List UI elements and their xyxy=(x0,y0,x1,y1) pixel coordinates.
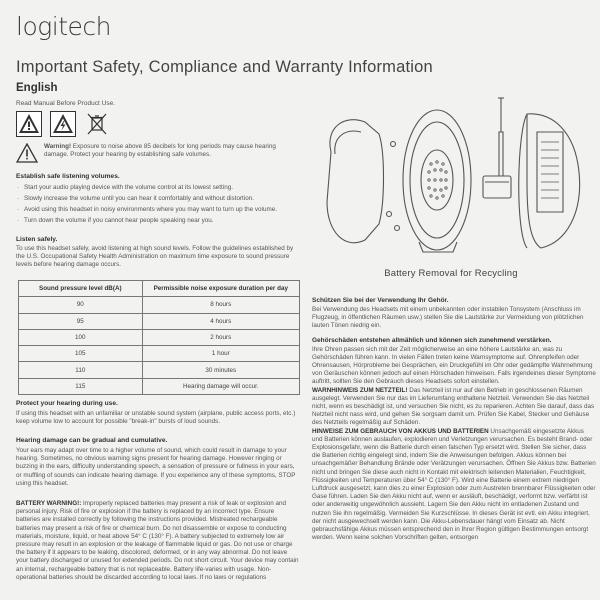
list-item: · Turn down the volume if you cannot hear people speaking near you. xyxy=(16,215,300,226)
listen-safely-text: To use this headset safely, avoid listening at high sound levels. Follow the guidelines established by the U.S. Occupational Safety Health Administration on maximum time exposure to sound pressure levels before hearing damage occurs. xyxy=(16,245,294,269)
warning-icon xyxy=(16,143,38,163)
de-gradual-text: Ihre Ohren passen sich mit der Zeit möglicherweise an eine höhere Lautstärke an, was zu Gehörschäden führen kann. In vielen Fällen treten keine Warnsymptome auf. Ohrenpfeifen oder Ohrensausen, Hörprobleme bei Gesprächen, ein Druckgefühl im Ohr oder gedämpfte Wahrnehmung von Geräuschen können jedoch auf einen Hörschaden hinweisen. Falls irgendeines dieser Symptome auftritt, sollten Sie den Gebrauch dieses Headsets sofort einstellen. xyxy=(312,345,596,386)
de-battery-text: Unsachgemäß eingesetzte Akkus und Batterien können auslaufen, explodieren und Verletzungen verursachen. Es besteht Brand- oder Explosionsgefahr, wenn die Batterie durch einen falschen Typ ersetzt wird. Stellen Sie sicher, dass die Batterien richtig eingelegt sind, indem Sie die Anweisungen befolgen. Akkus können bei unsachgemäßer Behandlung Brände oder Verätzungen verursachen. Öffnen Sie Akkus bzw. Batterien nicht und bringen Sie diese auch nicht in Kontakt mit elektrisch leitenden Materialien, Feuchtigkeit, Flüssigkeiten und Temperaturen über 54° C (130° F). Wird eine Batterie einem extrem niedrigen Luftdruck ausgesetzt, kann dies zu einer Explosion oder zum Austreten brennbarer Flüssigkeiten oder Gase führen. Laden Sie den Akku nicht auf, wenn er ausläuft, beschädigt, verformt bzw. verfärbt ist oder anderweitig ungewöhnlich aussieht. Lagern Sie den Akku nicht im entladenen Zustand und nutzen Sie ihn regelmäßig. Vermeiden Sie Kurzschlüsse. In dieses Gerät ist evtl. ein Akku integriert, der nicht ausgewechselt werden kann. Die Akku-Lebensdauer hängt vom Einsatz ab. Nicht gebrauchsfähige Akkus müssen entsprechend den in Ihrer Region gültigen Bestimmungen entsorgt werden. Wenn keine solchen Vorschriften gelten, entsorgen xyxy=(312,427,596,542)
table-header-row xyxy=(19,281,300,297)
de-gradual-heading: Gehörschäden entstehen allmählich und können sich zunehmend verstärken. xyxy=(312,336,552,344)
column-header: Permissible noise exposure duration per day xyxy=(142,281,299,297)
gradual-heading: Hearing damage can be gradual and cumulative. xyxy=(16,437,168,444)
warning-lead: Warning! xyxy=(44,143,72,150)
list-item: · Start your audio playing device with the volume control at its lowest setting. xyxy=(16,182,300,193)
gradual-text: Your ears may adapt over time to a higher volume of sound, which could result in damage to your hearing. Sometimes, no obvious warning signs present for hearing damage. However ringing or buzzing in the ears, difficulty understanding speech, a sensation of pressure or fullness in your ears, or muffling of sounds can indicate hearing damage. If you experience any of these symptoms, STOP using this headset. xyxy=(16,447,296,487)
table-row xyxy=(19,378,300,394)
warning-triangle-icon xyxy=(16,111,42,137)
battery-removal-illustration xyxy=(305,92,597,262)
table-cell: 110 xyxy=(19,362,143,378)
safe-volumes-list xyxy=(16,182,300,226)
table-cell: Hearing damage will occur. xyxy=(142,378,299,394)
table-row xyxy=(19,297,300,313)
table-cell: 105 xyxy=(19,346,143,362)
column-header: Sound pressure level dB(A) xyxy=(19,281,143,297)
listen-safely-heading: Listen safely. xyxy=(16,236,58,243)
de-battery-lead: HINWEISE ZUM GEBRAUCH VON AKKUS UND BATTERIEN xyxy=(312,427,489,435)
table-cell: 30 minutes xyxy=(142,362,299,378)
illustration-caption: Battery Removal for Recycling xyxy=(384,268,518,279)
table-cell: 8 hours xyxy=(142,297,299,313)
de-power-adapter-text: Das Netzteil ist nur auf den Betrieb in geschlossenen Räumen ausgelegt. Verwenden Sie nur das im Lieferumfang enthaltene Netzteil. Verwenden Sie das Netzteil nicht, wenn es beschädigt ist, und versuchen Sie nicht, es zu reparieren. Achten Sie darauf, dass das Netzteil nicht nass wird, und gehen Sie sorgsam damit um. Prüfen Sie Kabel, Stecker und Gehäuse des Netzteils regelmäßig auf Schäden. xyxy=(312,386,595,427)
german-section xyxy=(312,297,596,542)
list-item: · Slowly increase the volume until you can hear it comfortably and without distortion. xyxy=(16,193,300,204)
protect-text: If using this headset with an unfamiliar or unstable sound system (airplane, public access ports, etc.) keep volume low to account for possible "break-in" bursts of loud sounds. xyxy=(16,410,296,426)
de-power-adapter-lead: WARNHINWEIS ZUM NETZTEIL! xyxy=(312,386,408,394)
table-cell: 90 xyxy=(19,297,143,313)
hearing-warning xyxy=(16,143,296,163)
list-item: · Avoid using this headset in noisy environments where you may want to turn up the volume. xyxy=(16,204,300,215)
table-cell: 2 hours xyxy=(142,329,299,345)
table-cell: 100 xyxy=(19,329,143,345)
language-heading: English xyxy=(16,82,58,94)
de-protect-heading: Schützen Sie bei der Verwendung Ihr Gehör. xyxy=(312,297,449,304)
table-row xyxy=(19,329,300,345)
de-battery-warning xyxy=(312,428,596,543)
read-manual-note: Read Manual Before Product Use. xyxy=(16,100,115,107)
de-power-adapter-warning xyxy=(312,387,596,428)
table-row xyxy=(19,346,300,362)
logitech-logo: logitech xyxy=(16,12,111,41)
table-cell: 1 hour xyxy=(142,346,299,362)
de-protect-text: Bei Verwendung des Headsets mit einem unbekannten oder instabilen Tonsystem (Anschluss im Flugzeug, in öffentlichen Räumen usw.) stellen Sie die Lautstärke zur Vermeidung von plötzlichen lauten Tönen niedrig ein. xyxy=(312,306,584,330)
crossed-out-bin-icon xyxy=(84,111,110,137)
battery-warning xyxy=(16,500,300,582)
electric-hazard-icon xyxy=(50,111,76,137)
table-cell: 4 hours xyxy=(142,313,299,329)
battery-warning-text: Improperly replaced batteries may present a risk of leak or explosion and personal injury. Risk of fire or explosion if the battery is replaced by an incorrect type. Ensure batteries are installed correctly by following the instructions provided. Mistreated rechargeable batteries may present a risk of fire or chemical burn. Do not disassemble or expose to conducting materials, moisture, liquid, or heat above 54° C (130° F). A battery subjected to extremely low air pressure may result in an explosion or the leakage of flammable liquid or gas. Do not use or charge the battery if it appears to be leaking, discolored, deformed, or in any way abnormal. Do not leave your battery discharged or unused for extended periods. Do not short circuit. Your device may contain an internal, rechargeable battery that is not replaceable. Battery life-varies with usage. Non-operational batteries should be discarded according to local laws. If no laws or regulations xyxy=(16,500,299,581)
protect-heading: Protect your hearing during use. xyxy=(16,400,118,407)
battery-warning-lead: BATTERY WARNING!: xyxy=(16,500,82,507)
table-cell: 95 xyxy=(19,313,143,329)
safety-icons xyxy=(16,111,110,137)
noise-exposure-table xyxy=(18,280,300,395)
table-row xyxy=(19,313,300,329)
table-row xyxy=(19,362,300,378)
warning-text: Exposure to noise above 85 decibels for long periods may cause hearing damage. Protect your hearing by establishing safe volumes. xyxy=(44,143,276,159)
page-title: Important Safety, Compliance and Warranty Information xyxy=(16,58,433,76)
table-cell: 115 xyxy=(19,378,143,394)
safe-volumes-heading: Establish safe listening volumes. xyxy=(16,173,120,180)
